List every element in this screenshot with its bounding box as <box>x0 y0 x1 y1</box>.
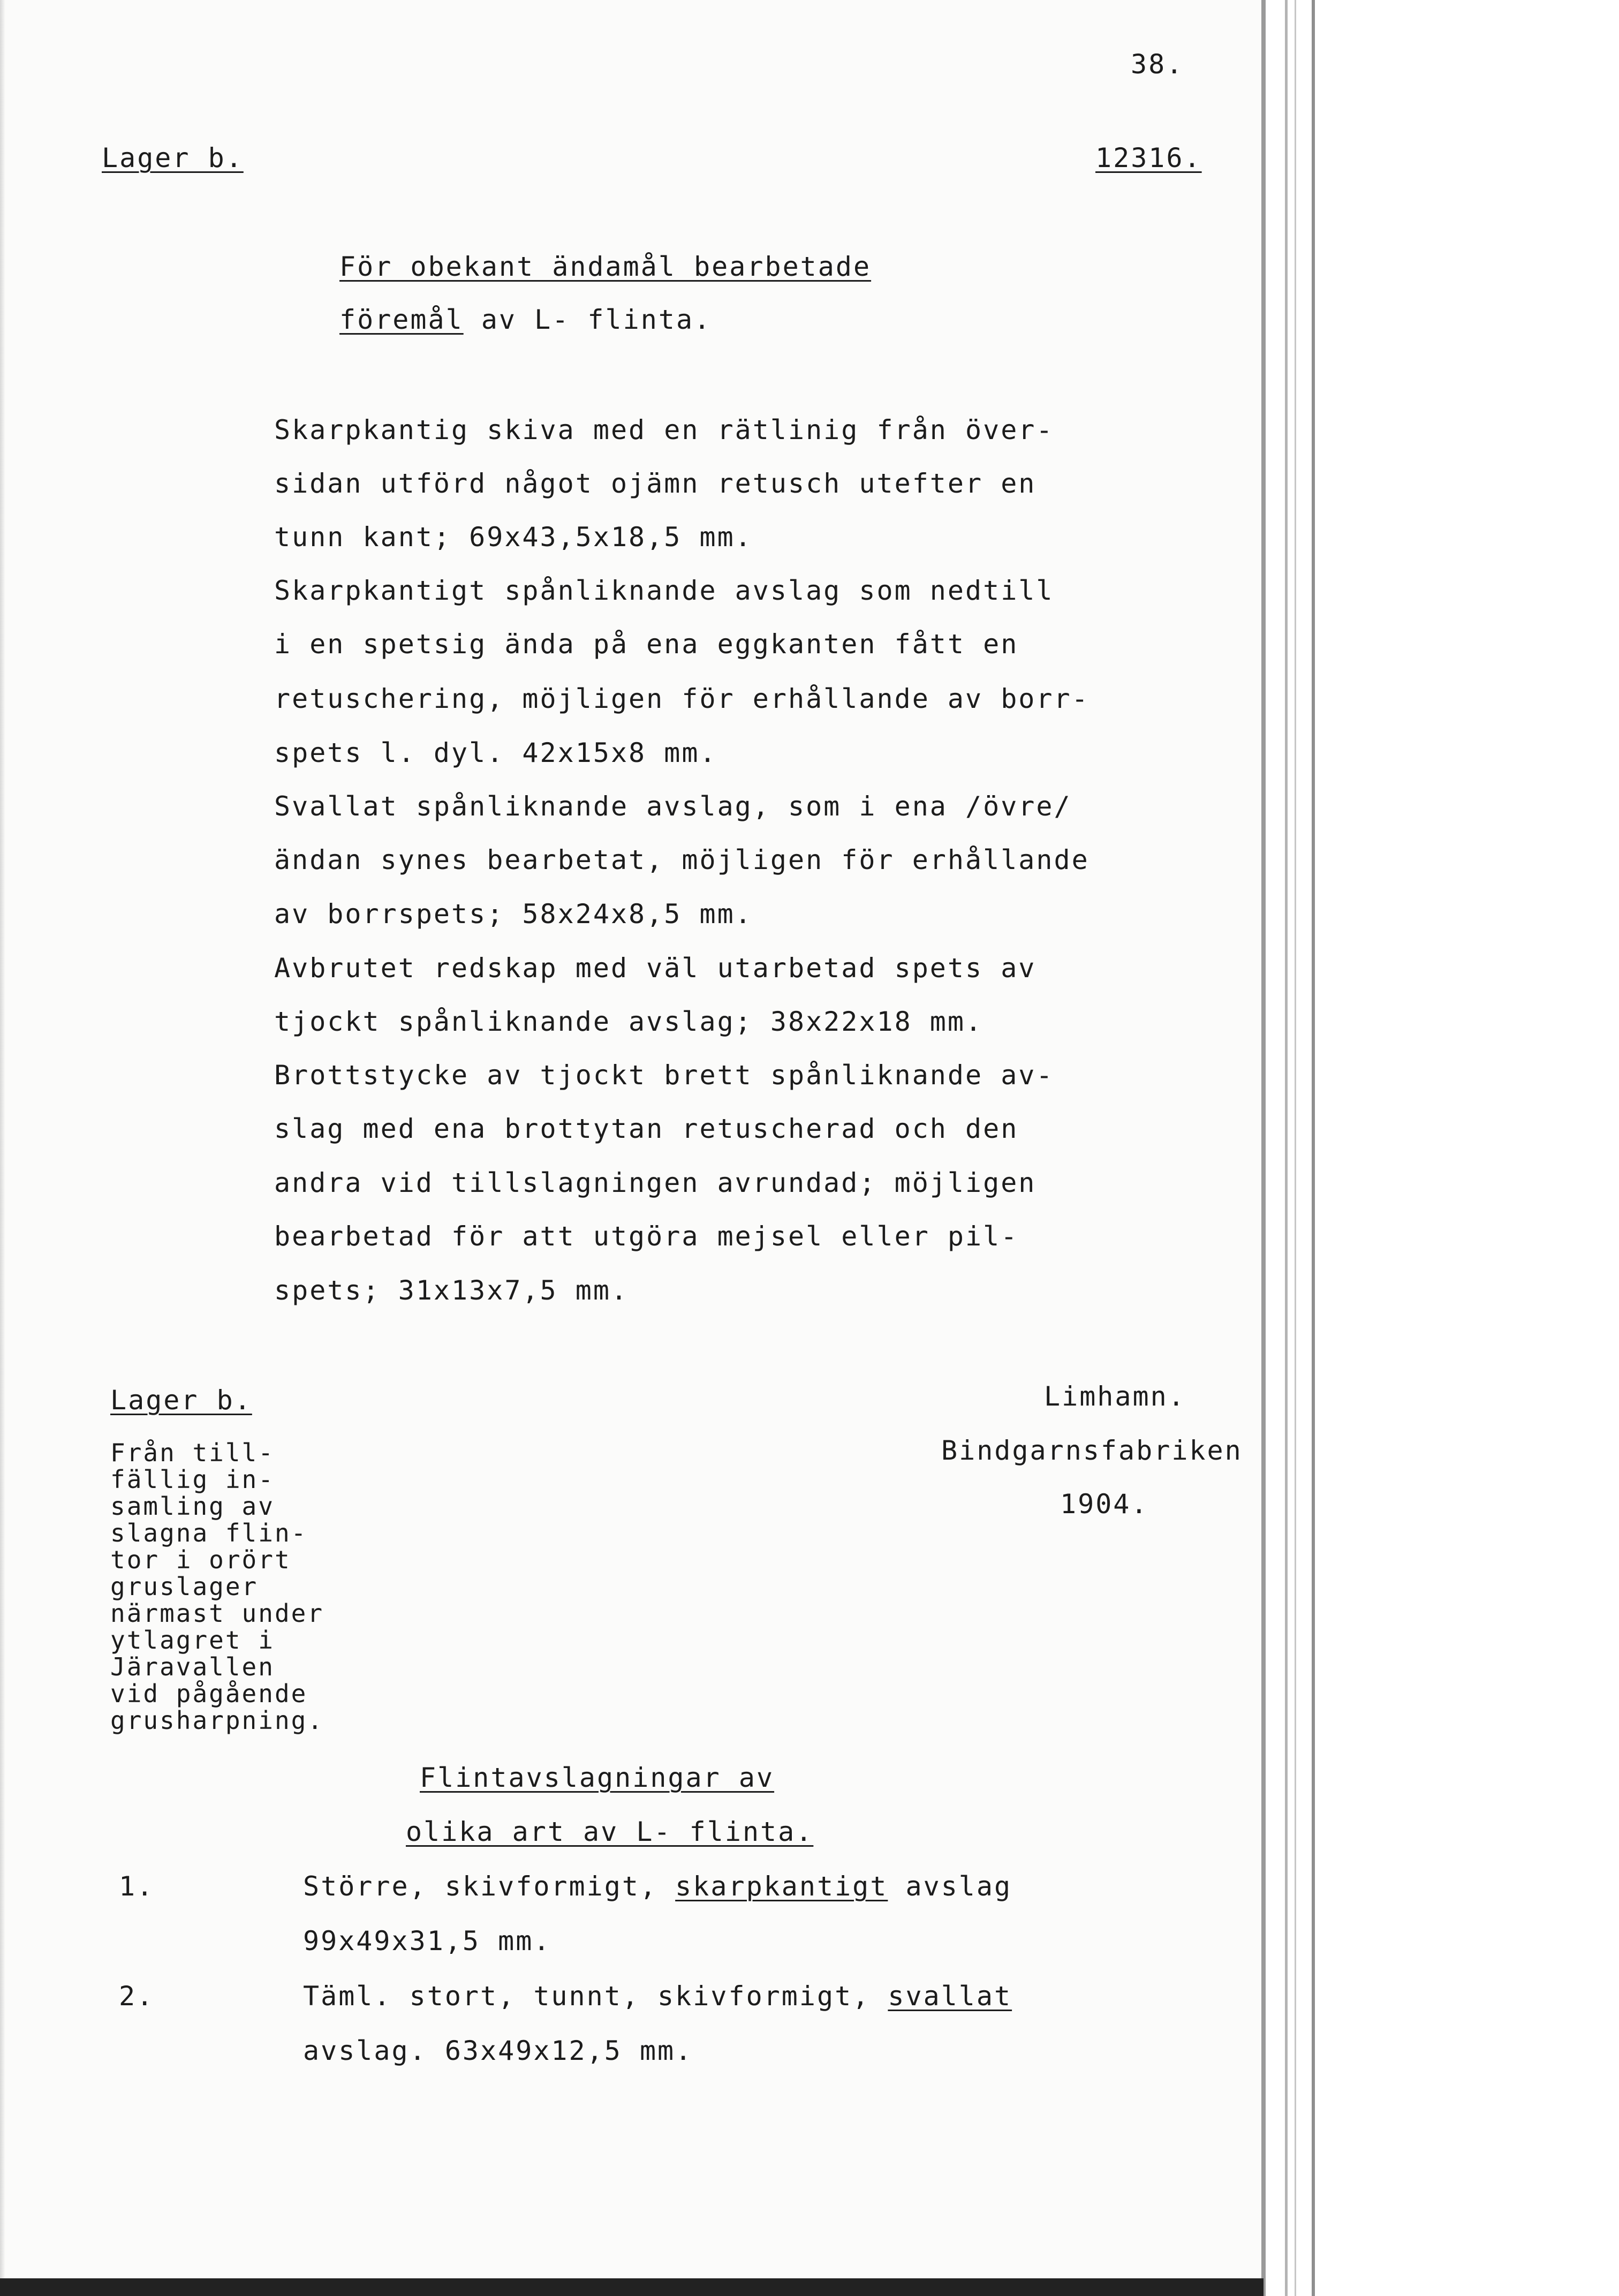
body-line: tunn kant; 69x43,5x18,5 mm. <box>274 522 753 553</box>
layer-label: Lager b. <box>102 142 244 173</box>
layer-label-2: Lager b. <box>110 1385 252 1416</box>
body-line: av borrspets; 58x24x8,5 mm. <box>274 898 753 930</box>
body-line: bearbetad för att utgöra mejsel eller pil- <box>274 1221 1019 1252</box>
side-note-line: närmast under <box>110 1599 324 1628</box>
item-underlined-word: skarpkantigt <box>675 1871 888 1902</box>
scan-bottom-shadow <box>0 2278 1264 2296</box>
body-line: Skarpkantigt spånliknande avslag som nedtill <box>274 575 1054 606</box>
page-number: 38. <box>1131 49 1184 80</box>
page-left-shadow <box>0 0 5 2296</box>
side-note-line: samling av <box>110 1492 275 1521</box>
binding-edge <box>1285 0 1288 2296</box>
section-heading-line-2 <box>339 306 712 333</box>
item-text: Täml. stort, tunnt, skivformigt, <box>303 1981 888 2012</box>
body-line: ändan synes bearbetat, möjligen för erhållande <box>274 844 1090 875</box>
catalog-number: 12316. <box>1095 142 1202 173</box>
year: 1904. <box>1060 1489 1149 1520</box>
side-note-line: slagna flin- <box>110 1519 308 1547</box>
body-line: sidan utförd något ojämn retusch utefter en <box>274 468 1037 499</box>
item-line-1 <box>303 1873 1012 1900</box>
section2-heading-line-2: olika art av L- flinta. <box>406 1816 814 1847</box>
side-note-line: Järavallen <box>110 1652 275 1681</box>
side-note-line: ytlagret i <box>110 1626 275 1655</box>
body-line: Svallat spånliknande avslag, som i ena /övre/ <box>274 791 1072 822</box>
body-line: i en spetsig ända på ena eggkanten fått en <box>274 629 1019 660</box>
body-line: tjockt spånliknande avslag; 38x22x18 mm. <box>274 1006 983 1037</box>
body-line: Skarpkantig skiva med en rätlinig från över- <box>274 414 1054 445</box>
body-line: retuschering, möjligen för erhållande av borr- <box>274 683 1090 714</box>
body-line: slag med ena brottytan retuscherad och den <box>274 1113 1019 1144</box>
side-note-line: vid pågående <box>110 1679 308 1708</box>
side-note-line: grusharpning. <box>110 1706 324 1735</box>
item-number: 1. <box>119 1871 155 1902</box>
item-line-1 <box>303 1983 1012 2010</box>
item-text: Större, skivformigt, <box>303 1871 676 1902</box>
body-line: spets; 31x13x7,5 mm. <box>274 1275 629 1306</box>
item-text: avslag <box>888 1871 1012 1902</box>
binding-edge <box>1261 0 1266 2296</box>
item-line-2: avslag. 63x49x12,5 mm. <box>303 2035 693 2066</box>
heading-rest: av L- flinta. <box>463 304 712 335</box>
side-note-line: Från till- <box>110 1438 275 1467</box>
body-line: Brottstycke av tjockt brett spånliknande av- <box>274 1060 1054 1091</box>
section2-heading-line-1: Flintavslagningar av <box>420 1762 775 1793</box>
item-underlined-word: svallat <box>888 1981 1012 2012</box>
item-line-2: 99x49x31,5 mm. <box>303 1925 551 1957</box>
body-line: andra vid tillslagningen avrundad; möjligen <box>274 1167 1037 1198</box>
body-line: spets l. dyl. 42x15x8 mm. <box>274 737 717 768</box>
side-note-line: fällig in- <box>110 1465 275 1494</box>
heading-underlined-word: föremål <box>339 304 464 335</box>
section-heading-line-1: För obekant ändamål bearbetade <box>339 251 872 282</box>
side-note-line: tor i orört <box>110 1545 291 1574</box>
binding-edge <box>1295 0 1296 2296</box>
body-line: Avbrutet redskap med väl utarbetad spets av <box>274 953 1037 984</box>
site-name: Bindgarnsfabriken <box>941 1435 1243 1466</box>
binding-edge <box>1312 0 1315 2296</box>
side-note-line: gruslager <box>110 1572 259 1601</box>
place-name: Limhamn. <box>1044 1381 1186 1412</box>
item-number: 2. <box>119 1981 155 2012</box>
